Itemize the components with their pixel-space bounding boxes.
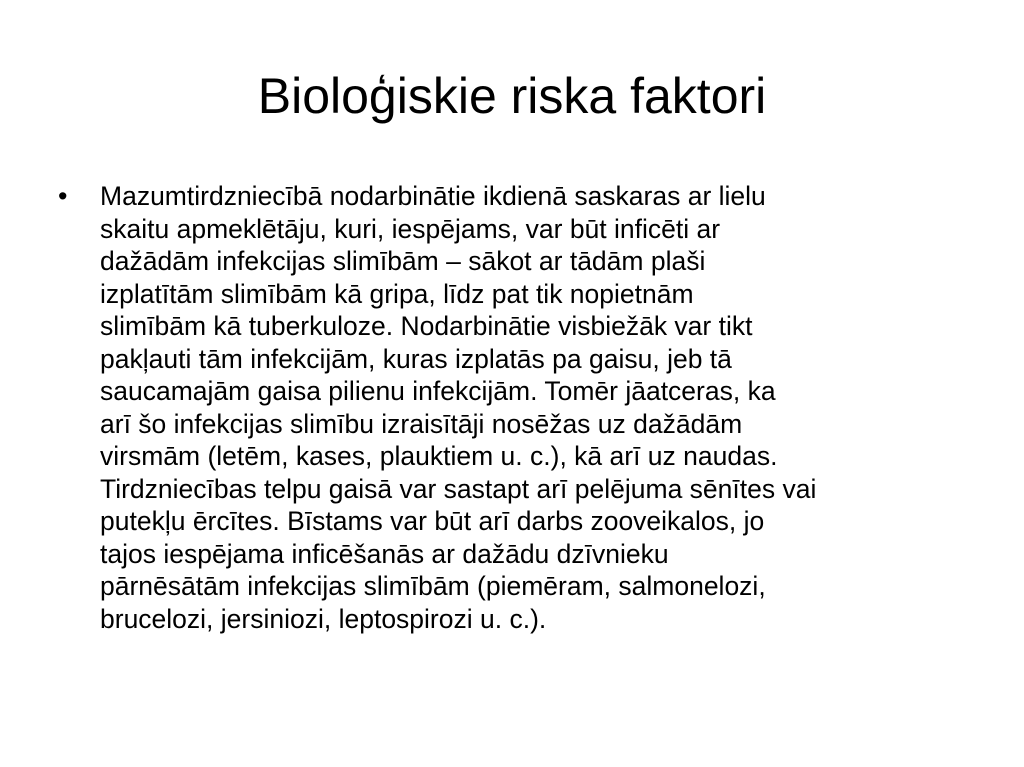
- bullet-line: virsmām (letēm, kases, plauktiem u. c.), kā arī uz naudas.: [100, 441, 778, 471]
- bullet-line: skaitu apmeklētāju, kuri, iespējams, var būt inficēti ar: [100, 213, 721, 244]
- bullet-item: [54, 180, 974, 635]
- bullet-line: slimībām kā tuberkuloze. Nodarbinātie visbiežāk var tikt: [100, 311, 753, 341]
- bullet-text: [100, 180, 974, 635]
- bullet-line: arī šo infekcijas slimību izraisītāji nosēžas uz dažādām: [100, 408, 743, 439]
- bullet-marker: •: [58, 181, 68, 211]
- bullet-line: izplatītām slimībām kā gripa, līdz pat tik nopietnām: [100, 278, 694, 309]
- bullet-line: Tirdzniecības telpu gaisā var sastapt arī pelējuma sēnītes vai: [100, 473, 817, 504]
- bullet-line: pakļauti tām infekcijām, kuras izplatās pa gaisu, jeb tā: [100, 343, 732, 374]
- bullet-line: dažādām infekcijas slimībām – sākot ar tādām plaši: [100, 246, 706, 276]
- bullet-line: tajos iespējama inficēšanās ar dažādu dzīvnieku: [100, 538, 669, 569]
- bullet-line: Mazumtirdzniecībā nodarbinātie ikdienā saskaras ar lielu: [100, 181, 766, 211]
- slide-title: Bioloģiskie riska faktori: [257, 68, 767, 124]
- bullet-line: brucelozi, jersiniozi, leptospirozi u. c.).: [100, 603, 547, 634]
- bullet-line: pārnēsātām infekcijas slimībām (piemēram, salmonelozi,: [100, 571, 766, 601]
- bullet-line: saucamajām gaisa pilienu infekcijām. Tomēr jāatceras, ka: [100, 376, 776, 406]
- bullet-list: [54, 180, 974, 635]
- bullet-line: putekļu ērcītes. Bīstams var būt arī darbs zooveikalos, jo: [100, 506, 765, 536]
